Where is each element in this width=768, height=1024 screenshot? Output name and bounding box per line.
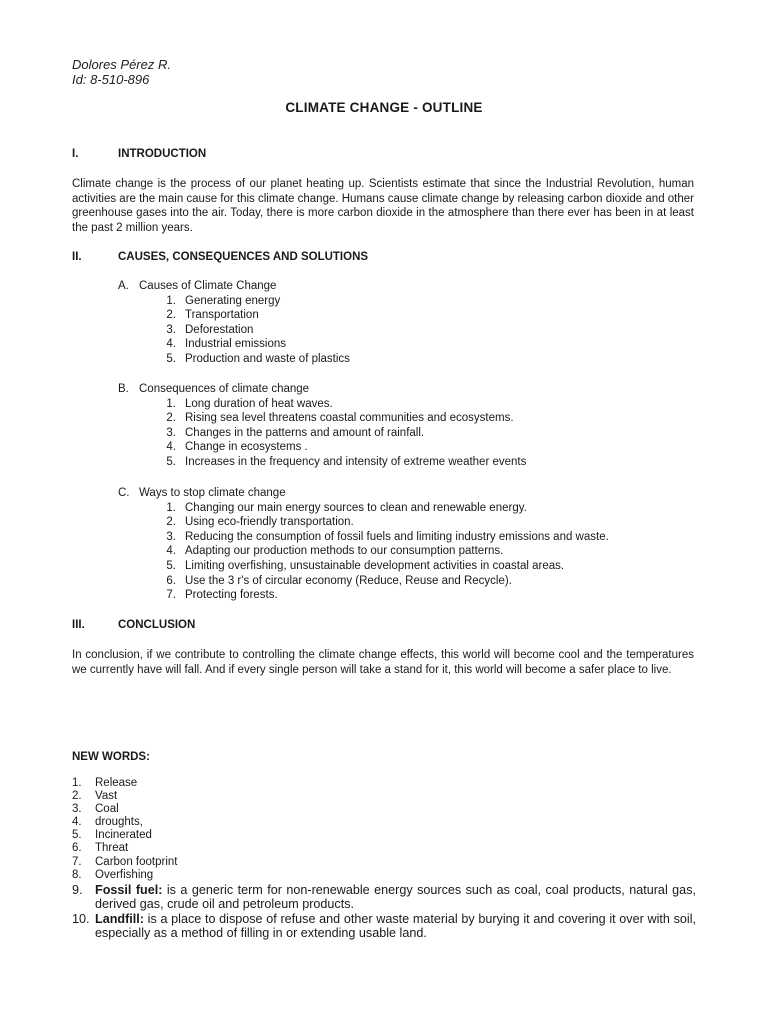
section-number: III. bbox=[72, 619, 85, 631]
list-item: 1. Generating energy bbox=[166, 294, 281, 307]
list-item: 2. Rising sea level threatens coastal communities and ecosystems. bbox=[166, 412, 514, 425]
definition-item: 10. Landfill: is a place to dispose of refuse and other waste material by burying it and covering it over with soil, especially as a method of filling in or extending usable land. bbox=[72, 911, 696, 940]
list-item: 4. droughts, bbox=[72, 816, 143, 829]
new-words-list bbox=[72, 777, 696, 882]
group-label: A. Causes of Climate Change bbox=[118, 280, 277, 292]
list-item: 3. Changes in the patterns and amount of rainfall. bbox=[166, 426, 425, 439]
new-words-title: NEW WORDS: bbox=[72, 751, 150, 763]
definition-text: is a place to dispose of refuse and other waste material by burying it and covering it over with soil, especially as a method of filling in or extending usable land. bbox=[95, 911, 696, 940]
section-heading-causes bbox=[72, 250, 368, 264]
list-item: 6. Use the 3 r's of circular economy (Reduce, Reuse and Recycle). bbox=[166, 574, 512, 587]
list-item: 4. Industrial emissions bbox=[166, 338, 286, 351]
solutions-list bbox=[118, 501, 609, 603]
list-item: 1. Long duration of heat waves. bbox=[166, 397, 333, 410]
section-heading-conclusion bbox=[72, 618, 195, 632]
author-name: Dolores Pérez R. bbox=[72, 57, 171, 72]
list-item: 3. Deforestation bbox=[166, 323, 254, 336]
list-item: 5. Increases in the frequency and intensity of extreme weather events bbox=[166, 455, 527, 468]
section-heading-introduction bbox=[72, 147, 206, 161]
list-item: 1. Release bbox=[72, 777, 138, 789]
list-item: 2. Transportation bbox=[166, 309, 259, 322]
outline-group-consequences bbox=[118, 382, 526, 470]
list-item: 7. Carbon footprint bbox=[72, 855, 178, 868]
consequences-list bbox=[118, 397, 526, 470]
definition-text: is a generic term for non-renewable energy sources such as coal, coal products, natural gas, derived gas, crude oil and petroleum products. bbox=[95, 883, 696, 912]
list-item: 4. Adapting our production methods to our consumption patterns. bbox=[166, 545, 504, 558]
list-item: 7. Protecting forests. bbox=[166, 589, 278, 602]
conclusion-paragraph: In conclusion, if we contribute to controlling the climate change effects, this world will become cool and the temperatures we currently have will fall. And if every single person will take a stand for it, this world will become a safer place to live. bbox=[72, 649, 694, 676]
author-id: Id: 8-510-896 bbox=[72, 72, 150, 87]
section-title: CONCLUSION bbox=[118, 619, 196, 631]
list-item: 2. Using eco-friendly transportation. bbox=[166, 516, 354, 529]
section-number: II. bbox=[72, 251, 82, 263]
list-item: 5. Production and waste of plastics bbox=[166, 352, 350, 365]
group-label: C. Ways to stop climate change bbox=[118, 487, 286, 499]
list-item: 3. Reducing the consumption of fossil fuels and limiting industry emissions and waste. bbox=[166, 530, 609, 543]
definitions-list bbox=[72, 883, 696, 940]
section-title: CAUSES, CONSEQUENCES AND SOLUTIONS bbox=[118, 251, 369, 263]
definition-term: Landfill: bbox=[95, 911, 144, 926]
introduction-paragraph: Climate change is the process of our planet heating up. Scientists estimate that since the Industrial Revolution, human activities are the main cause for this climate change. Humans cause climate change by releasing carbon dioxide and other greenhouse gases into the air. Today, there is more carbon dioxide in the atmosphere than there ever has been in at least the past 2 million years. bbox=[72, 178, 694, 234]
list-item: 4. Change in ecosystems . bbox=[166, 441, 308, 454]
section-number: I. bbox=[72, 148, 79, 160]
author-block bbox=[72, 57, 171, 87]
list-item: 6. Threat bbox=[72, 842, 129, 855]
outline-group-solutions bbox=[118, 486, 609, 603]
outline-group-causes bbox=[118, 279, 350, 367]
list-item: 5. Incinerated bbox=[72, 829, 152, 842]
group-label: B. Consequences of climate change bbox=[118, 383, 310, 395]
document-title: CLIMATE CHANGE - OUTLINE bbox=[285, 100, 483, 115]
list-item: 1. Changing our main energy sources to clean and renewable energy. bbox=[166, 501, 527, 514]
list-item: 5. Limiting overfishing, unsustainable development activities in coastal areas. bbox=[166, 559, 565, 572]
list-item: 8. Overfishing bbox=[72, 868, 154, 881]
list-item: 2. Vast bbox=[72, 790, 118, 803]
section-title: INTRODUCTION bbox=[118, 148, 207, 160]
definition-term: Fossil fuel: bbox=[95, 883, 163, 897]
causes-list bbox=[118, 294, 350, 367]
list-item: 3. Coal bbox=[72, 803, 119, 816]
definition-item: 9. Fossil fuel: is a generic term for non-renewable energy sources such as coal, coal products, natural gas, derived gas, crude oil and petroleum products. bbox=[72, 883, 696, 912]
